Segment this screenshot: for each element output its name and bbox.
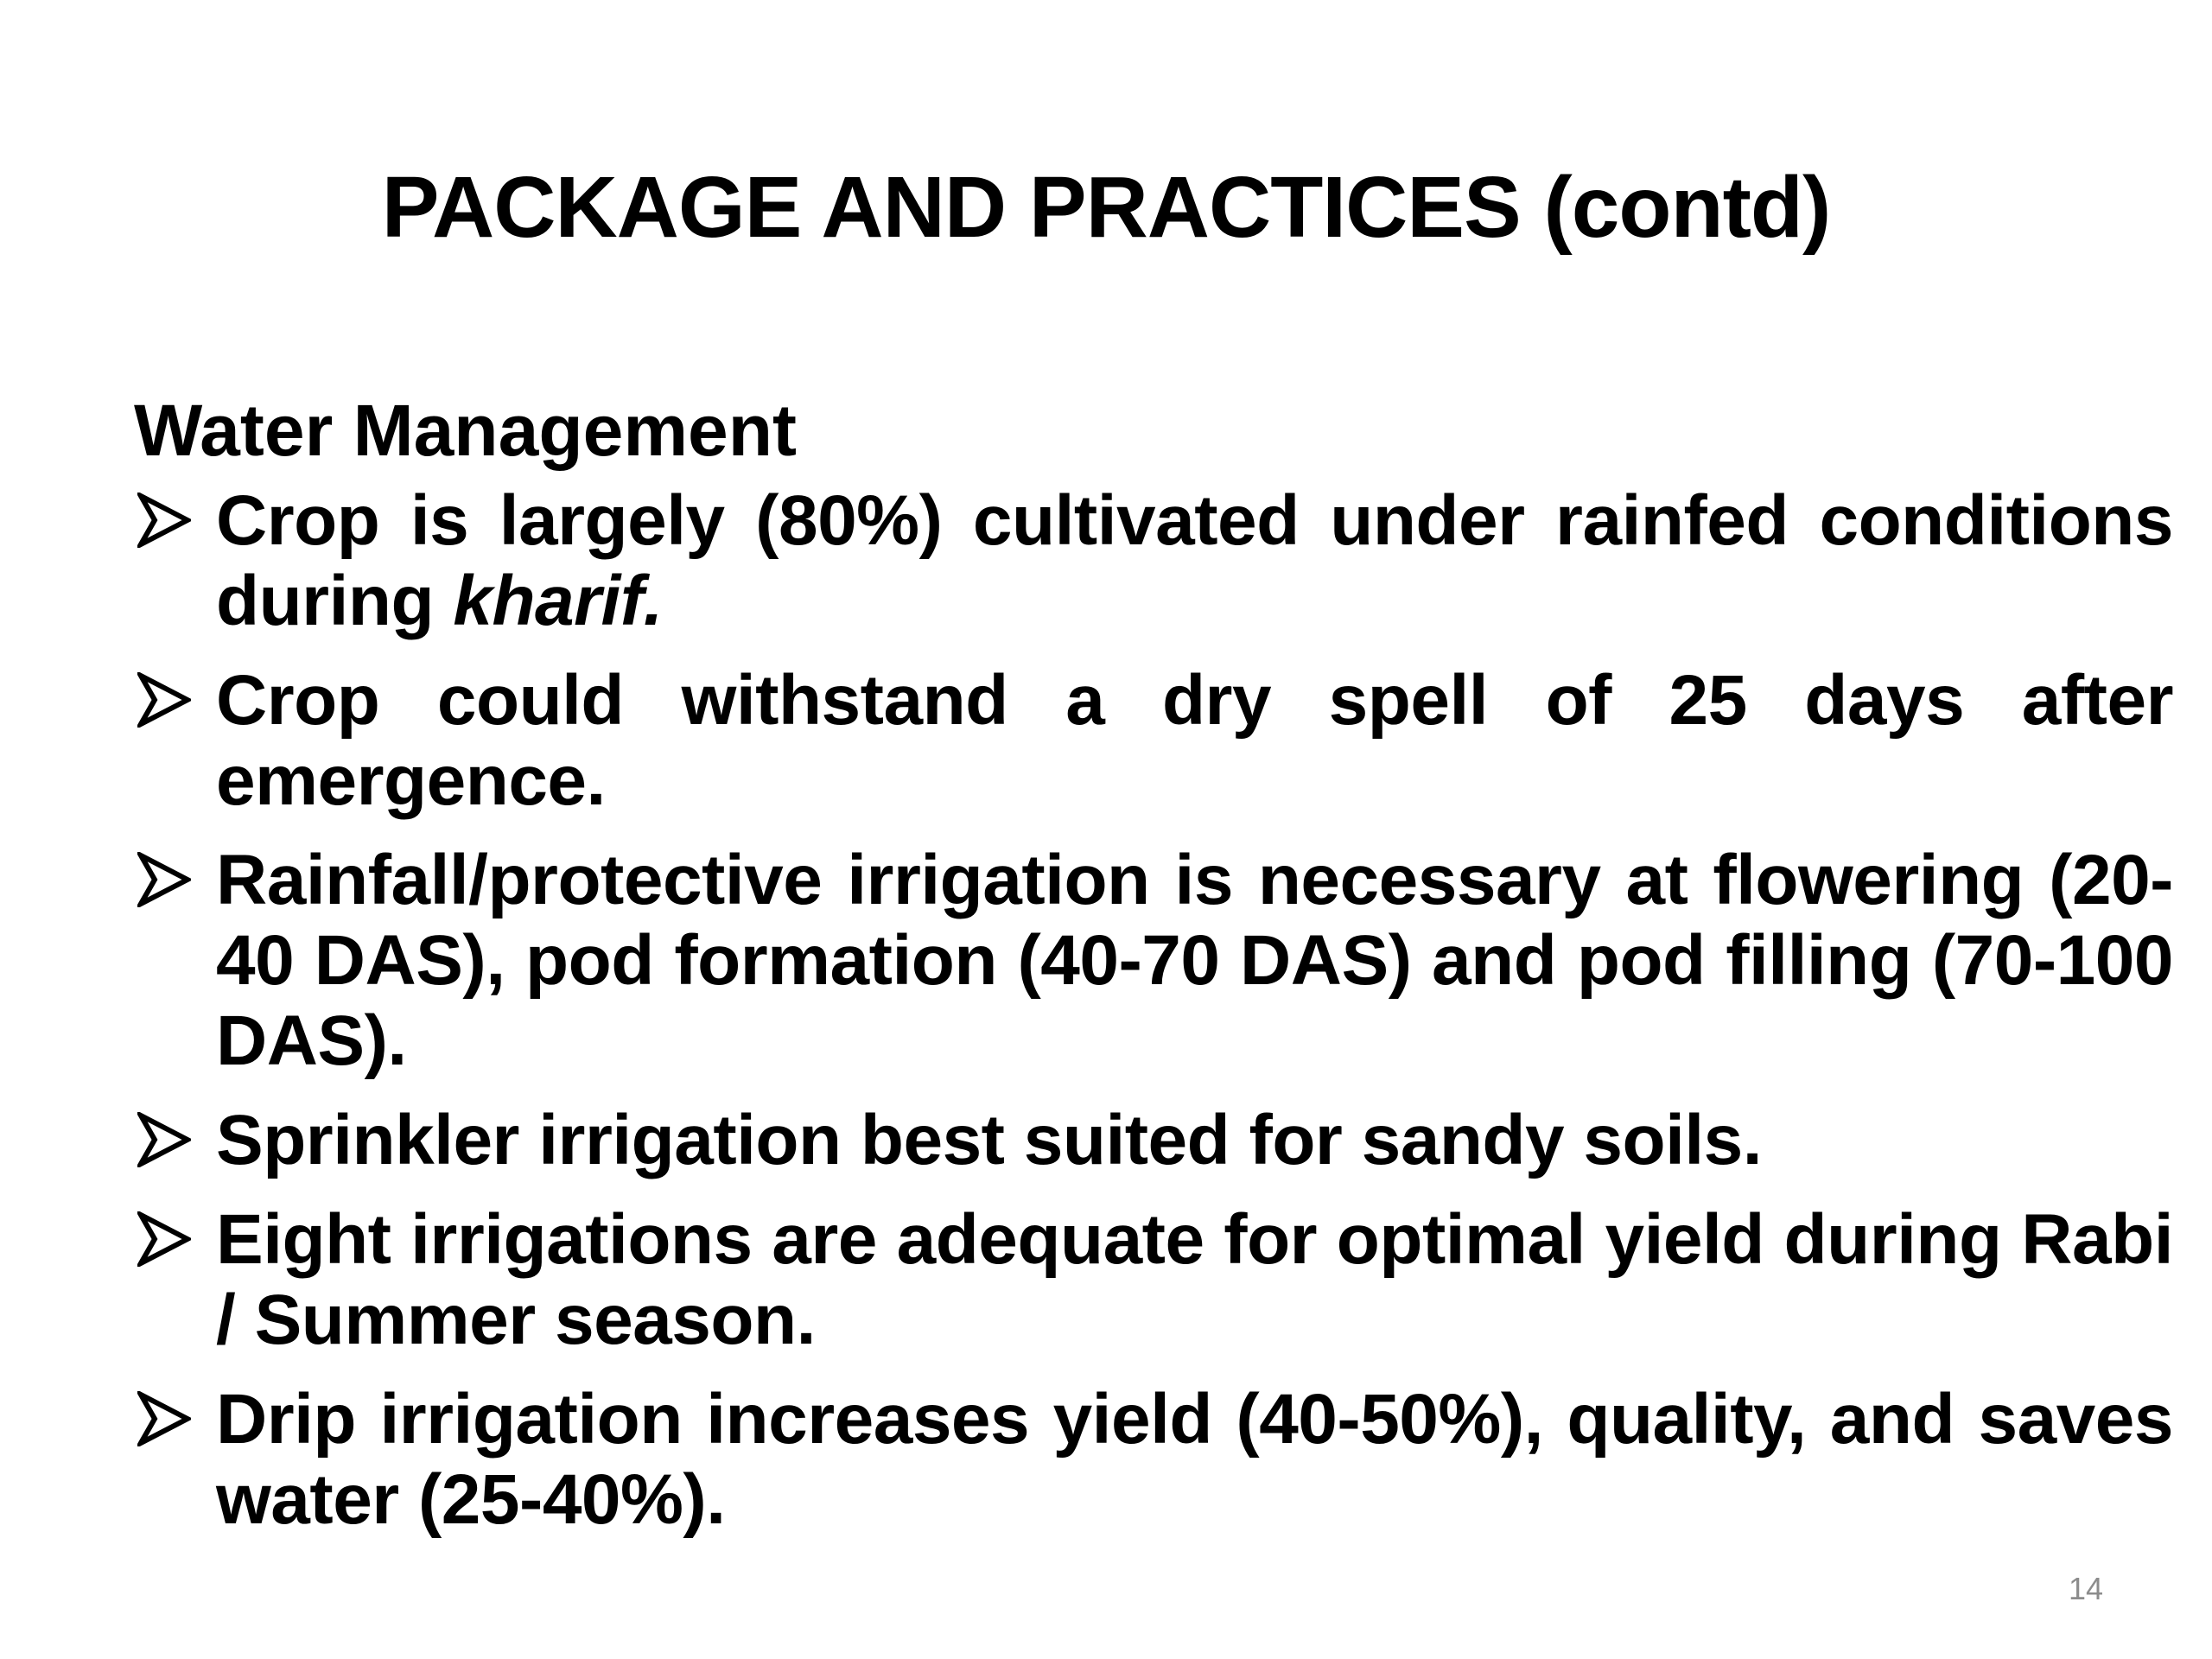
arrowhead-bullet-icon	[137, 493, 191, 548]
arrowhead-bullet-icon	[137, 852, 191, 907]
bullet-item	[134, 660, 2173, 821]
arrowhead-bullet-icon	[137, 672, 191, 728]
arrowhead-bullet-icon	[137, 1211, 191, 1267]
bullet-text: Crop is largely (80%) cultivated under rainfed conditions during	[216, 481, 2173, 640]
bullet-text: Crop could withstand a dry spell of 25 days after emergence.	[216, 661, 2173, 820]
bullet-text: Sprinkler irrigation best suited for sandy soils.	[216, 1101, 1763, 1179]
arrowhead-bullet-icon	[137, 1112, 191, 1167]
bullet-list	[134, 480, 2173, 1540]
bullet-item	[134, 1100, 2173, 1180]
slide-content	[134, 387, 2173, 1559]
bullet-item	[134, 840, 2173, 1081]
bullet-text: Eight irrigations are adequate for optimal yield during Rabi / Summer season.	[216, 1200, 2173, 1359]
bullet-text-italic: kharif.	[453, 562, 663, 640]
bullet-item	[134, 480, 2173, 641]
page-number: 14	[2068, 1571, 2103, 1606]
bullet-text: Drip irrigation increases yield (40-50%), quality, and saves water (25-40%).	[216, 1380, 2173, 1539]
bullet-item	[134, 1199, 2173, 1360]
bullet-text: Rainfall/protective irrigation is necessary at flowering (20-40 DAS), pod formation (40-70 DAS) and pod filling (70-100 DAS).	[216, 841, 2173, 1080]
slide-title: PACKAGE AND PRACTICES (contd)	[381, 159, 1831, 256]
bullet-item	[134, 1379, 2173, 1540]
arrowhead-bullet-icon	[137, 1391, 191, 1446]
section-heading: Water Management	[134, 390, 798, 471]
